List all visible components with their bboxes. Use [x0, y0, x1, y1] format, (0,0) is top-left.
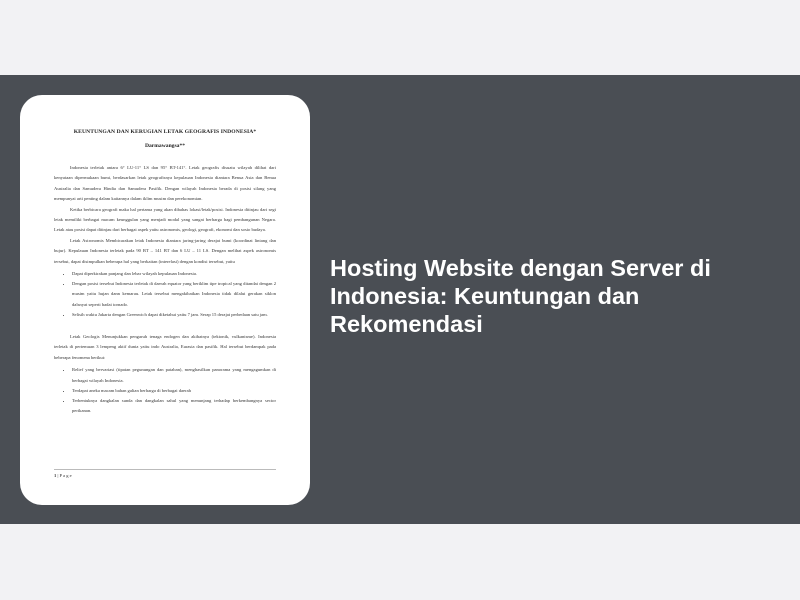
list-item: • Relief yang bervariasi (tipatan pegunungan dan pataban), menghasilkan panorama yang mengagumkan di berbagai wilayah Indonesia.: [72, 365, 276, 385]
document-title: KEUNTUNGAN DAN KERUGIAN LETAK GEOGRAFIS INDONESIA*: [73, 129, 257, 135]
page-footer: [54, 469, 276, 478]
document-paragraph: Ketika berbicara geografi maka hal pertama yang akan dibahas lokasi/letak/posisi. Indonesia ditinjau dari segi letak memiliki berbagai macam keunggulan yang menjadi modal yang sangat berharga bagi pembangunan Negara. Letak atau posisi dapat ditinjau dari berbagai aspek yaitu astronomis, geologi, geografi, ekonomi dan sosio budaya.: [54, 206, 276, 233]
article-headline: Hosting Website dengan Server di Indonesia: Keuntungan dan Rekomendasi: [330, 255, 711, 337]
document-paragraph: Indonesia terletak antara 6° LU-11° LS dan 95° BT-141°. Letak geografis disuatu wilayah dilihat dari kenyataan dipermukaan bumi, berdasarkan letak geografisnya kepulauan Indonesia diantara Benua Asia dan Benua Australia dan Samudera Hindia dan Samudera Pasifik. Dengan wilayah Indonesia berada di posisi silang yang mempunyai arti penting dalam kaitannya dalam iklim musim dan perekonomian.: [54, 165, 276, 202]
document-preview[interactable]: [20, 95, 310, 505]
document-author: Darmawangsa**: [144, 143, 186, 149]
document-paragraph: Letak Geologis Menunjukkan pengaruh tenaga endogen dan akibatnya (tektonik, vulkanisme). Indonesia terletak di pertemuan 3 lempeng aktif dunia yaitu indo Australia, Eurasia dan pasifik. Hal tersebut berdampak pada beberapa fenomena berikut:: [54, 334, 276, 360]
document-paragraph: Letak Astronomis Membicarakan letak Indonesia diantara jaring-jaring derajat bumi (koordinat lintang dan bujur). Kepulauan Indonesia terletak pada 90 BT – 141 BT dan 6 LU – 11 LS. Dengan melihat aspek astronomis tersebut, dapat disimpulkan beberapa hal yang berkaitan (interelasi) dengan kondisi tersebut, yaitu: [54, 237, 276, 264]
document-list: [54, 365, 276, 416]
list-item: • Terbentuknya dangkalan sunda dan dangkalan sahul yang menunjang terhadap berkembangnya sector perikanan.: [72, 396, 276, 416]
document-list: [54, 269, 276, 320]
page-number: 1: [54, 473, 57, 478]
list-item: • Dapat diperkirakan panjang dan lebar wilayah kepulauan Indonesia.: [72, 269, 276, 279]
list-item: • Selisih waktu Jakarta dengan Greenwich dapat diketahui yaitu 7 jam. Serap 15 derajat perbedaan satu jam.: [72, 310, 276, 320]
page-label: | P a g e: [56, 473, 72, 478]
list-item: • Terdapat aneka macam bahan galian berharga di berbagai daerah: [72, 386, 276, 396]
list-item: • Dengan posisi tersebut Indonesia terletak di daerah equator yang beriklim tipe tropical yang ditandai dengan 2 musim yaitu hujan dann kemarau. Letak tersebut mengakibatkan Indonesia tidak dilalui gerakan siklon dalsnyat seperti badai tornado.: [72, 279, 276, 310]
